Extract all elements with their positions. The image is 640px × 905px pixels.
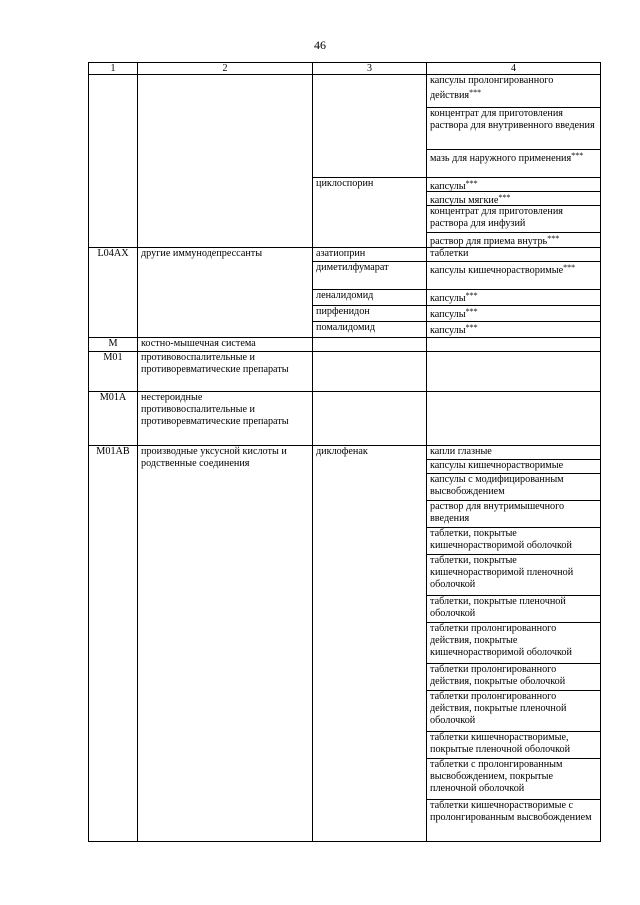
dosage-form: капли глазные (427, 446, 600, 460)
dosage-form: концентрат для приготовления раствора для внутривенного введения (427, 108, 600, 150)
group-name-cell (138, 75, 313, 248)
table-row (89, 338, 601, 352)
group-name-cell: противовоспалительные и противоревматические препараты (138, 352, 313, 392)
dosage-form: капсулы*** (427, 322, 601, 338)
dosage-forms-cell (427, 352, 601, 392)
table-row (89, 392, 601, 446)
atc-code-cell: M01A (89, 392, 138, 446)
table-header-row (89, 63, 601, 75)
dosage-form: капсулы*** (427, 290, 601, 306)
dosage-form: таблетки (427, 248, 601, 262)
atc-code-cell: M01 (89, 352, 138, 392)
atc-code-cell: L04AX (89, 248, 138, 338)
dosage-form: капсулы пролонгированного действия*** (427, 75, 600, 108)
dosage-form: раствор для внутримышечного введения (427, 501, 600, 528)
dosage-forms-cell (427, 338, 601, 352)
column-number-1: 1 (89, 63, 138, 75)
dosage-form: капсулы с модифицированным высвобождением (427, 474, 600, 501)
dosage-forms-cell (427, 75, 601, 178)
drug-name-cell: диклофенак (313, 446, 427, 842)
drug-name-cell: пирфенидон (313, 306, 427, 322)
drug-name-cell: азатиоприн (313, 248, 427, 262)
column-number-3: 3 (313, 63, 427, 75)
dosage-forms-cell (427, 392, 601, 446)
dosage-form: мазь для наружного применения*** (430, 151, 584, 164)
drug-name-cell (313, 338, 427, 352)
dosage-form: капсулы кишечнорастворимые (427, 460, 600, 474)
group-name-cell: нестероидные противовоспалительные и противоревматические препараты (138, 392, 313, 446)
dosage-form: таблетки кишечнорастворимые, покрытые пленочной оболочкой (427, 732, 600, 759)
drug-name-cell (313, 392, 427, 446)
column-number-2: 2 (138, 63, 313, 75)
column-number-4: 4 (427, 63, 601, 75)
dosage-forms-cell (427, 446, 601, 842)
dosage-form: капсулы мягкие*** (427, 192, 600, 206)
drug-name-cell (313, 75, 427, 178)
atc-code-cell: M01AB (89, 446, 138, 842)
table-row (89, 75, 601, 178)
dosage-form: раствор для приема внутрь*** (430, 234, 560, 247)
dosage-form: капсулы кишечнорастворимые*** (427, 262, 601, 290)
drug-name-cell: леналидомид (313, 290, 427, 306)
table-row (89, 248, 601, 262)
dosage-form: капсулы*** (427, 306, 601, 322)
table-row (89, 446, 601, 842)
dosage-form: таблетки пролонгированного действия, покрытые кишечнорастворимой оболочкой (427, 623, 600, 664)
drug-table (88, 62, 601, 842)
dosage-form: концентрат для приготовления раствора для инфузий (427, 206, 600, 233)
atc-code-cell: M (89, 338, 138, 352)
table-row (89, 352, 601, 392)
dosage-form: таблетки с пролонгированным высвобождением, покрытые пленочной оболочкой (427, 759, 600, 800)
dosage-forms-cell (427, 178, 601, 248)
atc-code-cell (89, 75, 138, 248)
drug-name-cell: помалидомид (313, 322, 427, 338)
group-name-cell: костно-мышечная система (138, 338, 313, 352)
dosage-form: таблетки, покрытые пленочной оболочкой (427, 596, 600, 623)
dosage-form: капсулы*** (427, 178, 600, 192)
drug-name-cell: диметилфумарат (313, 262, 427, 290)
group-name-cell: другие иммунодепрессанты (138, 248, 313, 338)
dosage-form: таблетки, покрытые кишечнорастворимой оболочкой (427, 528, 600, 555)
dosage-form: таблетки пролонгированного действия, покрытые оболочкой (427, 664, 600, 691)
dosage-form: таблетки кишечнорастворимые с пролонгированным высвобождением (430, 800, 592, 823)
dosage-form: таблетки, покрытые кишечнорастворимой пленочной оболочкой (427, 555, 600, 596)
drug-name-cell (313, 352, 427, 392)
page-number: 46 (314, 38, 326, 52)
drug-name-cell: циклоспорин (313, 178, 427, 248)
dosage-form: таблетки пролонгированного действия, покрытые пленочной оболочкой (427, 691, 600, 732)
group-name-cell: производные уксусной кислоты и родственные соединения (138, 446, 313, 842)
